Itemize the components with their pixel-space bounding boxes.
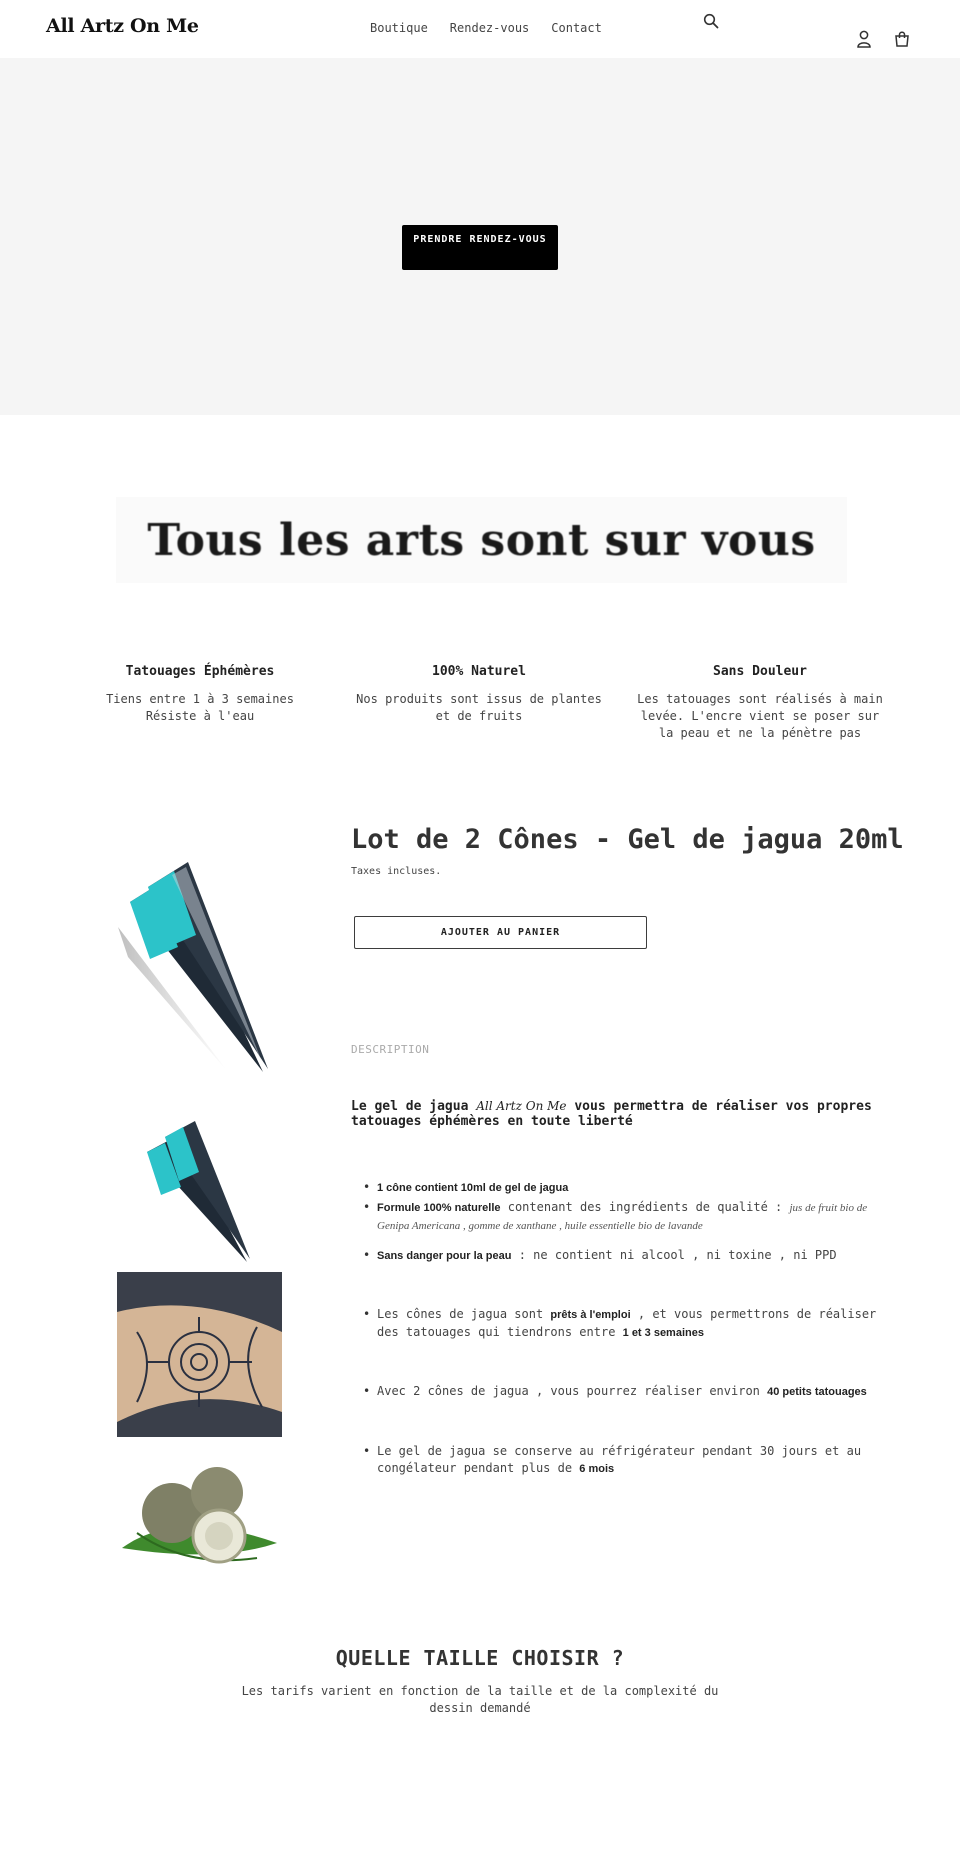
site-logo[interactable]: All Artz On Me (46, 15, 199, 37)
feature-text: Tiens entre 1 à 3 semaines Résiste à l'eau (106, 692, 294, 723)
book-appointment-button[interactable]: PRENDRE RENDEZ-VOUS (402, 225, 558, 270)
product-thumbnail-tattoo[interactable] (117, 1272, 282, 1437)
account-icon[interactable] (854, 29, 874, 49)
lead-text-2: vous permettra de réaliser vos propres tatouages éphémères en toute liberté (351, 1099, 872, 1129)
list-item: • Le gel de jagua se conserve au réfrigérateur pendant 30 jours et au congélateur pendant plus de 6 mois (377, 1443, 897, 1478)
list-item: • Formule 100% naturelle contenant des ingrédients de qualité : jus de fruit bio de Genipa Americana , gomme de xanthane , huile essentielle bio de lavande (377, 1199, 897, 1235)
cart-icon[interactable] (892, 29, 912, 49)
lead-text-1: Le gel de jagua (351, 1099, 477, 1114)
lead-brand: All Artz On Me (476, 1099, 567, 1113)
product-title: Lot de 2 Cônes - Gel de jagua 20ml (351, 824, 904, 855)
feature-ephemeral (70, 664, 330, 725)
description-tab[interactable]: DESCRIPTION (351, 1043, 430, 1056)
nav-item-contact[interactable]: Contact (551, 21, 602, 35)
taxes-note: Taxes incluses. (351, 866, 442, 877)
feature-title: Tatouages Éphémères (125, 664, 275, 679)
feature-list-3 (377, 1383, 897, 1401)
feature-natural (349, 664, 609, 725)
feature-list-1 (377, 1179, 897, 1265)
feature-title: 100% Naturel (432, 664, 526, 679)
main-nav (370, 21, 602, 35)
list-item: • Sans danger pour la peau : ne contient ni alcool , ni toxine , ni PPD (377, 1247, 897, 1265)
list-item: • 1 cône contient 10ml de gel de jagua (377, 1179, 897, 1197)
feature-list-2 (377, 1306, 897, 1342)
add-to-cart-button[interactable]: AJOUTER AU PANIER (354, 916, 647, 949)
feature-list-4 (377, 1443, 897, 1478)
description-lead (351, 1099, 891, 1129)
size-section-title: QUELLE TAILLE CHOISIR ? (335, 1646, 625, 1670)
feature-text: Nos produits sont issus de plantes et de fruits (356, 692, 602, 723)
slogan-text: Tous les arts sont sur vous (147, 514, 816, 566)
list-item: • Les cônes de jagua sont prêts à l'emploi , et vous permettrons de réaliser des tatouages qui tiendrons entre 1 et 3 semaines (377, 1306, 897, 1342)
product-main-image[interactable] (108, 847, 278, 1077)
feature-text: Les tatouages sont réalisés à main levée. L'encre vient se poser sur la peau et ne la pénètre pas (637, 692, 883, 740)
nav-item-rendez-vous[interactable]: Rendez-vous (449, 21, 530, 35)
slogan-banner-image (116, 497, 847, 583)
feature-title: Sans Douleur (713, 664, 807, 679)
list-item: • Avec 2 cônes de jagua , vous pourrez réaliser environ 40 petits tatouages (377, 1383, 897, 1401)
search-icon[interactable] (701, 11, 721, 31)
feature-painless (630, 664, 890, 742)
size-section-subtitle: Les tarifs varient en fonction de la taille et de la complexité du dessin demandé (241, 1684, 719, 1715)
site-header (0, 0, 960, 58)
product-thumbnail-cones[interactable] (117, 1107, 282, 1272)
product-thumbnail-jagua-fruit[interactable] (117, 1438, 282, 1603)
nav-item-boutique[interactable]: Boutique (370, 21, 428, 35)
hero-section (0, 58, 960, 415)
